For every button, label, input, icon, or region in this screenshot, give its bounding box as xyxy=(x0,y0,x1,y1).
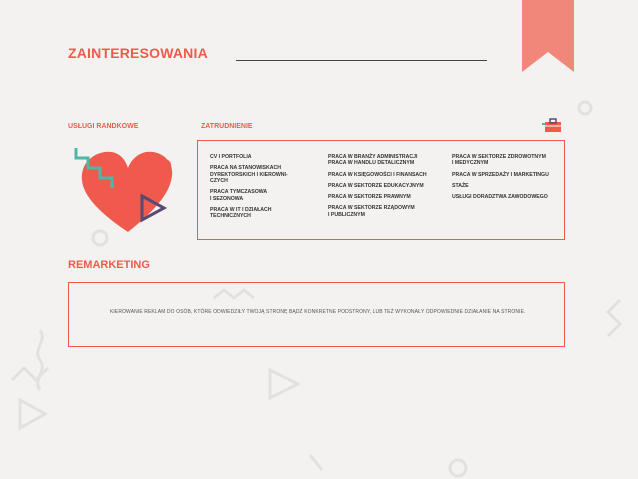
squiggle-decor xyxy=(608,300,620,336)
ring-decor xyxy=(579,102,591,114)
triangle-decor xyxy=(270,370,298,398)
bookmark-ribbon xyxy=(522,0,574,72)
employment-item: USŁUGI DORADZTWA ZAWODOWEGO xyxy=(452,194,548,201)
dating-services-label: USŁUGI RANDKOWE xyxy=(68,123,139,130)
employment-item: PRACA W BRANŻY ADMINISTRACJI PRACA W HANDLU DETALICZNYM xyxy=(328,154,418,167)
briefcase-icon xyxy=(542,117,564,133)
line-decor xyxy=(310,455,322,470)
employment-item: PRACA W SPRZEDAŻY I MARKETINGU xyxy=(452,171,549,178)
employment-column-3 xyxy=(452,154,562,205)
remarketing-title: REMARKETING xyxy=(68,259,150,271)
title-underline xyxy=(236,60,487,61)
employment-item: STAŻE xyxy=(452,182,469,189)
employment-item: PRACA W KSIĘGOWOŚCI I FINANSACH xyxy=(328,171,427,178)
employment-item: PRACA NA STANOWISKACH DYREKTORSKICH I KIEROWNI- CZYCH xyxy=(210,165,288,185)
page-title: ZAINTERESOWANIA xyxy=(68,45,208,61)
employment-item: PRACA W SEKTORZE EDUKACYJNYM xyxy=(328,182,424,189)
employment-item: PRACA W IT I DZIAŁACH TECHNICZNYCH xyxy=(210,206,272,220)
employment-item: PRACA W SEKTORZE PRAWNYM xyxy=(328,194,411,201)
remarketing-text: KIEROWANIE REKLAM DO OSÓB, KTÓRE ODWIEDZIŁY TWOJĄ STRONĘ BĄDŹ KONKRETNE PODSTRONY, LUB TEŻ WYKONAŁY ODPOWIEDNIE DZIAŁANIE NA STRONIE. xyxy=(110,309,526,315)
employment-item: PRACA W SEKTORZE ZDROWOTNYM I MEDYCZNYM xyxy=(452,154,546,167)
employment-item: PRACA TYMCZASOWA I SEZONOWA xyxy=(210,189,268,202)
employment-label: ZATRUDNIENIE xyxy=(201,123,253,130)
employment-box xyxy=(197,140,565,240)
ring-decor xyxy=(450,460,466,476)
squiggle-decor xyxy=(38,330,43,390)
employment-column-2 xyxy=(328,154,446,223)
triangle-decor xyxy=(20,400,45,428)
heart-illustration xyxy=(72,142,182,242)
employment-item: PRACA W SEKTORZE RZĄDOWYM I PUBLICZNYM xyxy=(328,205,415,218)
employment-item: CV I PORTFOLIA xyxy=(210,154,252,160)
employment-column-1 xyxy=(210,154,320,224)
